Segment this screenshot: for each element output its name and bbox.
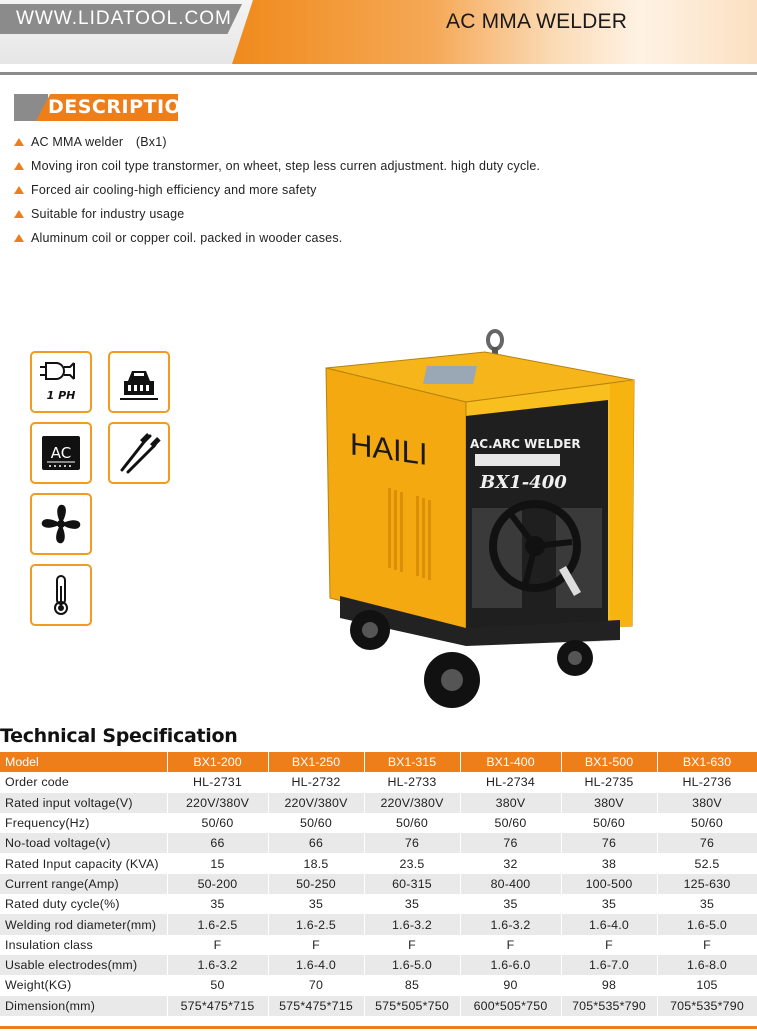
panel-title: AC.ARC WELDER: [470, 437, 581, 451]
row-label: No-toad voltage(v): [0, 833, 167, 853]
table-row: [0, 955, 757, 975]
column-header: BX1-200: [167, 752, 268, 772]
row-label: Insulation class: [0, 935, 167, 955]
spec-table: [0, 752, 757, 1016]
row-label: Rated duty cycle(%): [0, 894, 167, 914]
table-cell: HL-2735: [561, 772, 657, 792]
table-cell: 50-250: [268, 874, 364, 894]
footer-divider: [0, 1026, 757, 1029]
description-item: [13, 134, 733, 158]
description-heading: DESCRIPTION: [48, 96, 198, 118]
table-cell: 18.5: [268, 853, 364, 873]
table-cell: 575*505*750: [364, 996, 460, 1016]
table-cell: 66: [268, 833, 364, 853]
table-cell: 1.6-5.0: [364, 955, 460, 975]
single-phase-icon: [30, 351, 92, 413]
table-cell: 1.6-3.2: [167, 955, 268, 975]
table-cell: 50: [167, 975, 268, 995]
triangle-bullet-icon: [14, 186, 24, 194]
description-item-text: Forced air cooling-high efficiency and more safety: [31, 183, 317, 197]
table-cell: HL-2736: [657, 772, 757, 792]
table-cell: 380V: [460, 793, 561, 813]
row-label: Rated input voltage(V): [0, 793, 167, 813]
table-cell: 1.6-3.2: [460, 914, 561, 934]
column-header: BX1-500: [561, 752, 657, 772]
table-cell: 125-630: [657, 874, 757, 894]
table-row: [0, 996, 757, 1016]
table-cell: 50/60: [657, 813, 757, 833]
ac-display-icon: [36, 428, 86, 478]
table-cell: 50/60: [460, 813, 561, 833]
table-cell: 575*475*715: [268, 996, 364, 1016]
table-cell: 52.5: [657, 853, 757, 873]
table-cell: 575*475*715: [167, 996, 268, 1016]
triangle-bullet-icon: [14, 138, 24, 146]
brand-logo: HAILI: [350, 426, 428, 473]
spec-title: Technical Specification: [0, 725, 238, 747]
table-row: [0, 914, 757, 934]
table-cell: 1.6-4.0: [268, 955, 364, 975]
column-header: BX1-400: [460, 752, 561, 772]
page-title: AC MMA WELDER: [446, 10, 628, 33]
table-cell: 15: [167, 853, 268, 873]
row-label: Frequency(Hz): [0, 813, 167, 833]
row-label: Current range(Amp): [0, 874, 167, 894]
row-label: Rated Input capacity (KVA): [0, 853, 167, 873]
row-label: Dimension(mm): [0, 996, 167, 1016]
table-cell: F: [167, 935, 268, 955]
table-cell: 1.6-8.0: [657, 955, 757, 975]
table-cell: F: [657, 935, 757, 955]
table-row: [0, 813, 757, 833]
table-cell: 1.6-2.5: [167, 914, 268, 934]
table-cell: HL-2734: [460, 772, 561, 792]
table-row: [0, 935, 757, 955]
table-cell: 38: [561, 853, 657, 873]
electrode-holder-icon: [114, 428, 164, 478]
table-cell: HL-2732: [268, 772, 364, 792]
description-item: [13, 158, 733, 182]
row-label: Welding rod diameter(mm): [0, 914, 167, 934]
plug-icon: [36, 357, 86, 407]
table-cell: 100-500: [561, 874, 657, 894]
table-cell: 50/60: [364, 813, 460, 833]
table-cell: 76: [364, 833, 460, 853]
row-label: Order code: [0, 772, 167, 792]
table-cell: 60-315: [364, 874, 460, 894]
table-cell: 35: [460, 894, 561, 914]
table-header-row: [0, 752, 757, 772]
welder-case-icon: [114, 357, 164, 407]
thermal-protection-icon: [30, 564, 92, 626]
table-cell: 220V/380V: [167, 793, 268, 813]
description-item-text: AC MMA welder (Bx1): [31, 135, 167, 149]
row-label: Usable electrodes(mm): [0, 955, 167, 975]
table-cell: 66: [167, 833, 268, 853]
table-cell: 35: [268, 894, 364, 914]
table-cell: 1.6-5.0: [657, 914, 757, 934]
table-cell: 705*535*790: [561, 996, 657, 1016]
table-cell: 600*505*750: [460, 996, 561, 1016]
table-cell: 220V/380V: [268, 793, 364, 813]
table-cell: 90: [460, 975, 561, 995]
table-cell: 220V/380V: [364, 793, 460, 813]
ac-arc-welder-illustration: [320, 328, 640, 718]
table-cell: 35: [364, 894, 460, 914]
alternating-current-icon: [30, 422, 92, 484]
table-cell: HL-2731: [167, 772, 268, 792]
spec-table-body: [0, 772, 757, 1016]
description-item-text: Moving iron coil type transtormer, on wheet, step less curren adjustment. high duty cycle.: [31, 159, 541, 173]
table-cell: F: [561, 935, 657, 955]
row-label: Weight(KG): [0, 975, 167, 995]
table-cell: 76: [657, 833, 757, 853]
description-tab: [14, 94, 198, 121]
cooling-fan-icon: [30, 493, 92, 555]
table-cell: 35: [657, 894, 757, 914]
description-item-text: Suitable for industry usage: [31, 207, 185, 221]
table-cell: 1.6-4.0: [561, 914, 657, 934]
header-divider: [0, 72, 757, 75]
triangle-bullet-icon: [14, 162, 24, 170]
table-cell: 380V: [561, 793, 657, 813]
column-header: BX1-315: [364, 752, 460, 772]
welder-product-image: [320, 328, 640, 718]
ac-label: AC: [50, 444, 72, 462]
table-row: [0, 853, 757, 873]
thermometer-icon: [36, 570, 86, 620]
description-item: [13, 230, 733, 254]
table-cell: 32: [460, 853, 561, 873]
table-row: [0, 772, 757, 792]
description-list: [13, 134, 733, 254]
table-cell: 35: [561, 894, 657, 914]
table-cell: 80-400: [460, 874, 561, 894]
table-cell: 35: [167, 894, 268, 914]
description-item-text: Aluminum coil or copper coil. packed in wooder cases.: [31, 231, 343, 245]
triangle-bullet-icon: [14, 234, 24, 242]
single-phase-label: 1 PH: [46, 389, 76, 402]
table-cell: 1.6-6.0: [460, 955, 561, 975]
table-row: [0, 975, 757, 995]
description-item: [13, 206, 733, 230]
table-cell: F: [268, 935, 364, 955]
table-cell: 76: [561, 833, 657, 853]
page-header: [0, 0, 757, 64]
lifting-eye: [488, 331, 502, 349]
table-cell: 50/60: [167, 813, 268, 833]
table-cell: 23.5: [364, 853, 460, 873]
table-row: [0, 874, 757, 894]
table-cell: 98: [561, 975, 657, 995]
fan-icon: [36, 499, 86, 549]
model-badge: BX1-400: [480, 472, 567, 493]
description-item: [13, 182, 733, 206]
table-cell: F: [364, 935, 460, 955]
table-cell: 1.6-2.5: [268, 914, 364, 934]
table-cell: 85: [364, 975, 460, 995]
table-cell: 50-200: [167, 874, 268, 894]
table-cell: 705*535*790: [657, 996, 757, 1016]
table-cell: HL-2733: [364, 772, 460, 792]
table-cell: F: [460, 935, 561, 955]
table-cell: 50/60: [268, 813, 364, 833]
table-row: [0, 833, 757, 853]
housing-icon: [108, 351, 170, 413]
table-cell: 1.6-7.0: [561, 955, 657, 975]
triangle-bullet-icon: [14, 210, 24, 218]
table-cell: 70: [268, 975, 364, 995]
welding-accessories-icon: [108, 422, 170, 484]
table-cell: 50/60: [561, 813, 657, 833]
column-header: BX1-630: [657, 752, 757, 772]
table-cell: 76: [460, 833, 561, 853]
table-cell: 380V: [657, 793, 757, 813]
table-cell: 1.6-3.2: [364, 914, 460, 934]
table-row: [0, 894, 757, 914]
column-header: BX1-250: [268, 752, 364, 772]
table-cell: 105: [657, 975, 757, 995]
table-row: [0, 793, 757, 813]
column-header: Model: [0, 752, 167, 772]
website-url[interactable]: WWW.LIDATOOL.COM: [16, 8, 232, 29]
